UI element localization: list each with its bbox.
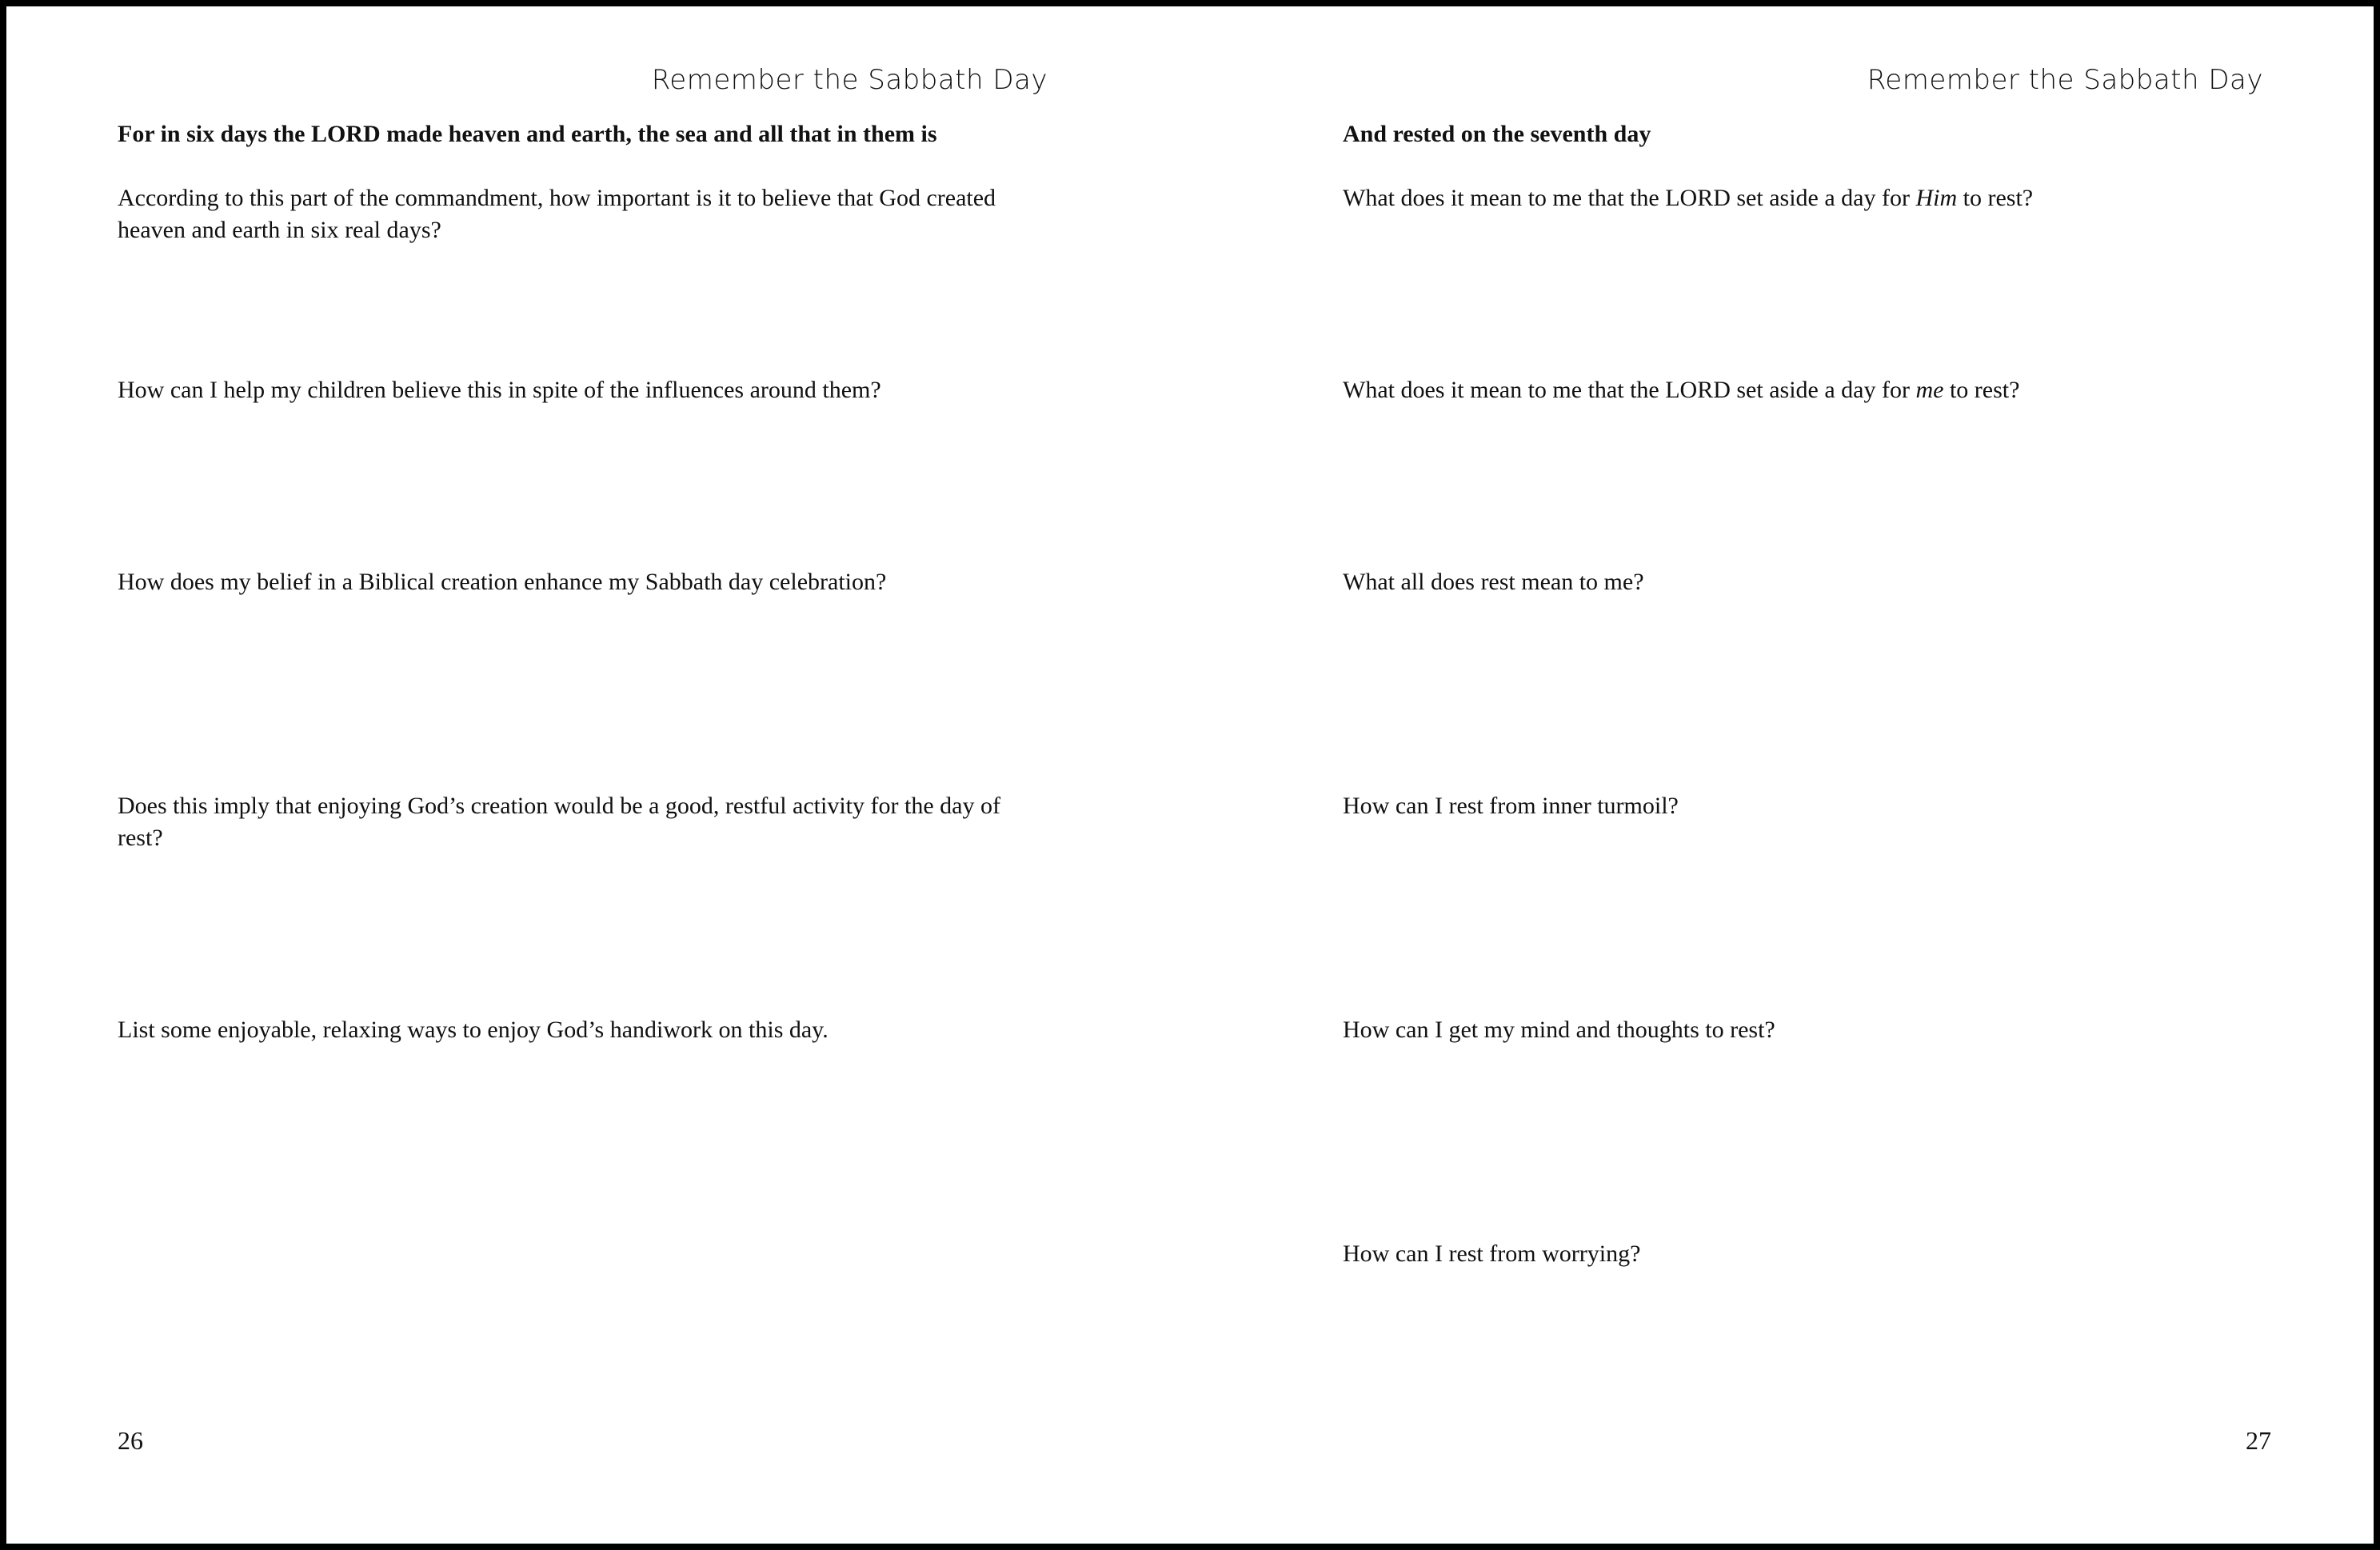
running-head-right: Remember the Sabbath Day bbox=[1867, 64, 2263, 96]
question-text: How can I rest from inner turmoil? bbox=[1343, 793, 1679, 819]
page-number-right: 27 bbox=[2246, 1426, 2271, 1455]
question-text bbox=[1343, 182, 2262, 214]
question-text: How does my belief in a Biblical creation enhance my Sabbath day celebration? bbox=[118, 569, 887, 595]
question-text-part: What does it mean to me that the LORD set aside a day for bbox=[1343, 377, 1916, 403]
page-number-left: 26 bbox=[118, 1426, 143, 1455]
question-text: List some enjoyable, relaxing ways to enjoy God’s handiwork on this day. bbox=[118, 1017, 829, 1043]
question-text-part: to rest? bbox=[1957, 185, 2034, 211]
question-text bbox=[1343, 374, 2262, 406]
left-page bbox=[6, 6, 1196, 1544]
question-text: According to this part of the commandment, how important is it to believe that God created heaven and earth in six real days? bbox=[118, 185, 996, 243]
question-text: What all does rest mean to me? bbox=[1343, 569, 1644, 595]
running-head-left: Remember the Sabbath Day bbox=[651, 64, 1048, 96]
section-title-right: And rested on the seventh day bbox=[1343, 121, 1651, 147]
question-text: How can I get my mind and thoughts to rest? bbox=[1343, 1017, 1775, 1043]
section-title-left: For in six days the LORD made heaven and earth, the sea and all that in them is bbox=[118, 121, 937, 147]
question-text: How can I help my children believe this in spite of the influences around them? bbox=[118, 377, 881, 403]
question-text: Does this imply that enjoying God’s creation would be a good, restful activity for the day of rest? bbox=[118, 793, 1000, 851]
question-text: How can I rest from worrying? bbox=[1343, 1240, 1641, 1267]
question-text-part: to rest? bbox=[1943, 377, 2020, 403]
question-emphasis: me bbox=[1915, 377, 1944, 403]
question-emphasis: Him bbox=[1915, 185, 1958, 211]
right-page bbox=[1196, 6, 2380, 1544]
question-text-part: What does it mean to me that the LORD set aside a day for bbox=[1343, 185, 1916, 211]
